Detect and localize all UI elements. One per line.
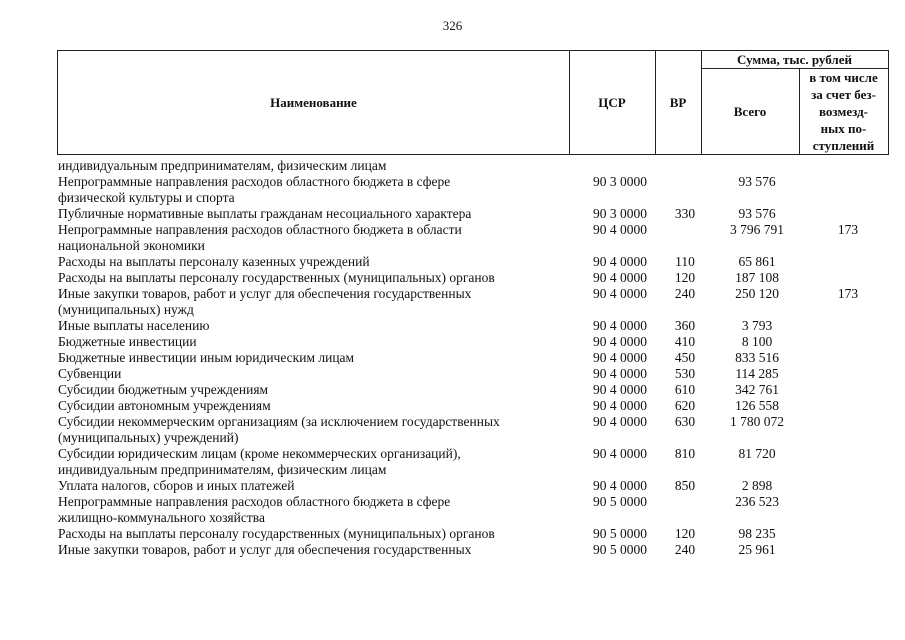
row-free (807, 382, 889, 398)
table-row (57, 254, 889, 270)
row-name-line: физической культуры и спорта (58, 190, 235, 205)
row-csr: 90 4 0000 (593, 382, 647, 397)
row-total: 81 720 (738, 446, 776, 461)
row-csr: 90 3 0000 (593, 206, 647, 221)
header-total: Всего (733, 103, 767, 119)
row-name-line: Расходы на выплаты персоналу государственных (муниципальных) органов (58, 270, 495, 285)
table-row (57, 446, 889, 478)
row-name (57, 334, 577, 350)
table-row (57, 414, 889, 446)
row-total: 3 796 791 (730, 222, 784, 237)
row-total: 126 558 (735, 398, 779, 413)
row-total (707, 158, 807, 174)
row-free (807, 350, 889, 366)
table-row (57, 222, 889, 254)
row-name (57, 542, 577, 558)
table-row (57, 542, 889, 558)
row-vr: 610 (674, 382, 696, 397)
table-row (57, 158, 889, 174)
header-csr: ЦСР (598, 95, 626, 110)
table-row (57, 334, 889, 350)
table-row (57, 350, 889, 366)
row-free (807, 158, 889, 174)
row-name-line: Субсидии бюджетным учреждениям (58, 382, 269, 397)
row-csr: 90 4 0000 (593, 334, 647, 349)
row-name (57, 446, 577, 478)
row-name-line: национальной экономики (58, 238, 205, 253)
row-total: 1 780 072 (730, 414, 784, 429)
row-total: 98 235 (738, 526, 776, 541)
row-csr: 90 4 0000 (593, 350, 647, 365)
row-vr: 120 (674, 270, 696, 285)
row-vr: 330 (674, 206, 696, 221)
row-name (57, 270, 577, 286)
row-vr (663, 158, 707, 174)
row-name-line: Расходы на выплаты персоналу государственных (муниципальных) органов (58, 526, 495, 541)
row-vr: 240 (674, 542, 696, 557)
row-free (807, 318, 889, 334)
row-name-line: (муниципальных) нужд (58, 302, 194, 317)
table-row (57, 286, 889, 318)
row-free (807, 542, 889, 558)
row-name (57, 382, 577, 398)
row-name-line: Субсидии автономным учреждениям (58, 398, 271, 413)
row-name (57, 222, 577, 254)
row-name (57, 398, 577, 414)
row-name (57, 350, 577, 366)
header-free-line: за счет без- (811, 86, 876, 102)
row-total: 65 861 (738, 254, 776, 269)
row-free (807, 446, 889, 478)
header-free-line: в том числе (809, 69, 878, 85)
row-vr: 410 (674, 334, 696, 349)
row-name-line: Субсидии юридическим лицам (кроме некоммерческих организаций), (58, 446, 461, 461)
row-free (807, 334, 889, 350)
row-name (57, 526, 577, 542)
row-name (57, 158, 577, 174)
row-csr: 90 5 0000 (593, 526, 647, 541)
row-csr: 90 4 0000 (593, 398, 647, 413)
row-vr: 850 (674, 478, 696, 493)
row-free (807, 494, 889, 526)
row-name (57, 254, 577, 270)
row-name (57, 414, 577, 446)
row-csr: 90 3 0000 (593, 174, 647, 189)
row-vr (663, 222, 707, 254)
row-csr: 90 4 0000 (593, 254, 647, 269)
row-total: 187 108 (735, 270, 779, 285)
row-free: 173 (837, 286, 859, 301)
row-free (807, 398, 889, 414)
row-name-line: жилищно-коммунального хозяйства (58, 510, 265, 525)
row-csr: 90 5 0000 (593, 494, 647, 509)
table-row (57, 206, 889, 222)
row-vr: 360 (674, 318, 696, 333)
row-name-line: Бюджетные инвестиции иным юридическим лицам (58, 350, 355, 365)
table-row (57, 270, 889, 286)
row-total: 833 516 (735, 350, 779, 365)
row-total: 250 120 (735, 286, 779, 301)
row-name-line: Бюджетные инвестиции (58, 334, 197, 349)
row-vr: 630 (674, 414, 696, 429)
row-vr: 530 (674, 366, 696, 381)
page-number: 326 (442, 18, 463, 33)
table-body (57, 158, 889, 558)
row-csr: 90 4 0000 (593, 366, 647, 381)
row-csr: 90 5 0000 (593, 542, 647, 557)
row-csr: 90 4 0000 (593, 414, 647, 429)
row-free (807, 206, 889, 222)
row-vr: 620 (674, 398, 696, 413)
row-free (807, 366, 889, 382)
row-csr (577, 158, 663, 174)
header-free (799, 68, 888, 154)
row-name-line: Иные закупки товаров, работ и услуг для обеспечения государственных (58, 542, 472, 557)
row-name (57, 494, 577, 526)
table-row (57, 526, 889, 542)
row-name (57, 318, 577, 334)
row-total: 114 285 (735, 366, 779, 381)
row-vr: 240 (674, 286, 696, 301)
header-vr: ВР (669, 95, 687, 110)
row-vr: 450 (674, 350, 696, 365)
row-total: 2 898 (741, 478, 773, 493)
table-row (57, 366, 889, 382)
row-vr (663, 494, 707, 526)
header-free-line: ступлений (812, 137, 875, 153)
row-free (807, 478, 889, 494)
row-csr: 90 4 0000 (593, 318, 647, 333)
table-row (57, 318, 889, 334)
row-free: 173 (837, 222, 859, 237)
row-name-line: Непрограммные направления расходов областного бюджета в сфере (58, 494, 451, 509)
row-name (57, 478, 577, 494)
table-row (57, 174, 889, 206)
table-row (57, 494, 889, 526)
header-name: Наименование (270, 95, 357, 110)
table-header (57, 50, 889, 155)
row-name-line: Субсидии некоммерческим организациям (за исключением государственных (58, 414, 500, 429)
row-name-line: Расходы на выплаты персоналу казенных учреждений (58, 254, 370, 269)
row-vr: 110 (675, 254, 695, 269)
row-free (807, 174, 889, 206)
row-total: 8 100 (741, 334, 773, 349)
row-name-line: индивидуальным предпринимателям, физическим лицам (58, 158, 387, 173)
table-row (57, 478, 889, 494)
row-name-line: Иные выплаты населению (58, 318, 210, 333)
row-name-line: (муниципальных) учреждений) (58, 430, 239, 445)
row-csr: 90 4 0000 (593, 270, 647, 285)
row-name-line: Непрограммные направления расходов областного бюджета в сфере (58, 174, 451, 189)
table-row (57, 398, 889, 414)
row-total: 25 961 (738, 542, 776, 557)
row-name-line: Уплата налогов, сборов и иных платежей (58, 478, 295, 493)
row-name-line: Субвенции (58, 366, 122, 381)
row-free (807, 526, 889, 542)
row-name (57, 174, 577, 206)
row-name-line: Публичные нормативные выплаты гражданам несоциального характера (58, 206, 472, 221)
row-name-line: Иные закупки товаров, работ и услуг для обеспечения государственных (58, 286, 472, 301)
row-name-line: индивидуальным предпринимателям, физическим лицам (58, 462, 387, 477)
row-vr: 810 (674, 446, 696, 461)
table-row (57, 382, 889, 398)
row-name (57, 286, 577, 318)
row-total: 342 761 (735, 382, 779, 397)
row-csr: 90 4 0000 (593, 446, 647, 461)
row-total: 93 576 (738, 174, 776, 189)
row-total: 236 523 (735, 494, 779, 509)
row-csr: 90 4 0000 (593, 222, 647, 237)
row-free (807, 254, 889, 270)
row-name-line: Непрограммные направления расходов областного бюджета в области (58, 222, 462, 237)
row-free (807, 270, 889, 286)
row-vr (663, 174, 707, 206)
row-total: 93 576 (738, 206, 776, 221)
header-free-line: ных по- (820, 120, 867, 136)
header-free-line: возмезд- (819, 103, 868, 119)
row-vr: 120 (674, 526, 696, 541)
row-csr: 90 4 0000 (593, 478, 647, 493)
row-csr: 90 4 0000 (593, 286, 647, 301)
row-total: 3 793 (741, 318, 773, 333)
row-name (57, 366, 577, 382)
row-name (57, 206, 577, 222)
header-sum: Сумма, тыс. рублей (737, 52, 852, 67)
row-free (807, 414, 889, 446)
